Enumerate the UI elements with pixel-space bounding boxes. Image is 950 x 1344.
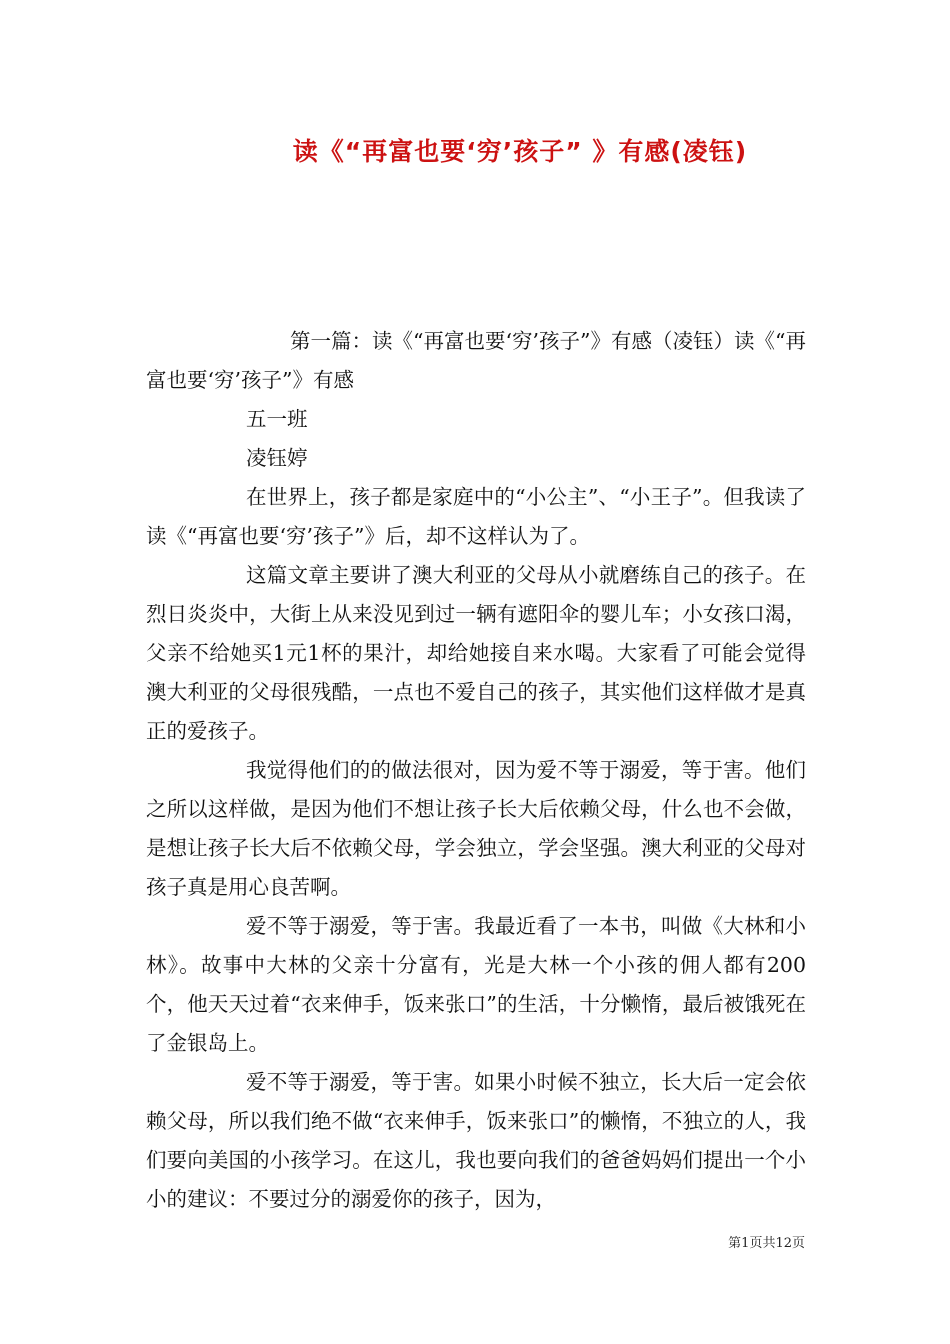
paragraph-heading: 第一篇：读《“再富也要‘穷’孩子”》有感（凌钰）读《“再富也要‘穷’孩子”》有感 xyxy=(146,329,806,392)
paragraph-class: 五一班 xyxy=(246,407,308,431)
paragraph: 爱不等于溺爱，等于害。我最近看了一本书，叫做《大林和小林》。故事中大林的父亲十分富有，光是大林一个小孩的佣人都有200个，他天天过着“衣来伸手，饭来张口”的生活，十分懒惰，最后被饿死在了金银岛上。 xyxy=(146,914,806,1055)
paragraph: 这篇文章主要讲了澳大利亚的父母从小就磨练自己的孩子。在烈日炎炎中，大街上从来没见到过一辆有遮阳伞的婴儿车；小女孩口渴，父亲不给她买1元1杯的果汁，却给她接自来水喝。大家看了可能会觉得澳大利亚的父母很残酷，一点也不爱自己的孩子，其实他们这样做才是真正的爱孩子。 xyxy=(146,563,806,743)
document-body xyxy=(146,322,806,1219)
document-title: 读《“再富也要‘穷’孩子” 》有感(凌钰) xyxy=(292,137,748,166)
page-number-footer: 第1页共12页 xyxy=(728,1236,805,1251)
paragraph: 爱不等于溺爱，等于害。如果小时候不独立，长大后一定会依赖父母，所以我们绝不做“衣来伸手，饭来张口”的懒惰，不独立的人，我们要向美国的小孩学习。在这儿，我也要向我们的爸爸妈妈们提出一个小小的建议：不要过分的溺爱你的孩子，因为， xyxy=(146,1070,806,1211)
paragraph: 我觉得他们的的做法很对，因为爱不等于溺爱，等于害。他们之所以这样做，是因为他们不想让孩子长大后依赖父母，什么也不会做，是想让孩子长大后不依赖父母，学会独立，学会坚强。澳大利亚的父母对孩子真是用心良苦啊。 xyxy=(146,758,806,899)
paragraph: 在世界上，孩子都是家庭中的“小公主”、“小王子”。但我读了读《“再富也要‘穷’孩子”》后，却不这样认为了。 xyxy=(146,485,806,548)
paragraph-author: 凌钰婷 xyxy=(246,446,308,470)
